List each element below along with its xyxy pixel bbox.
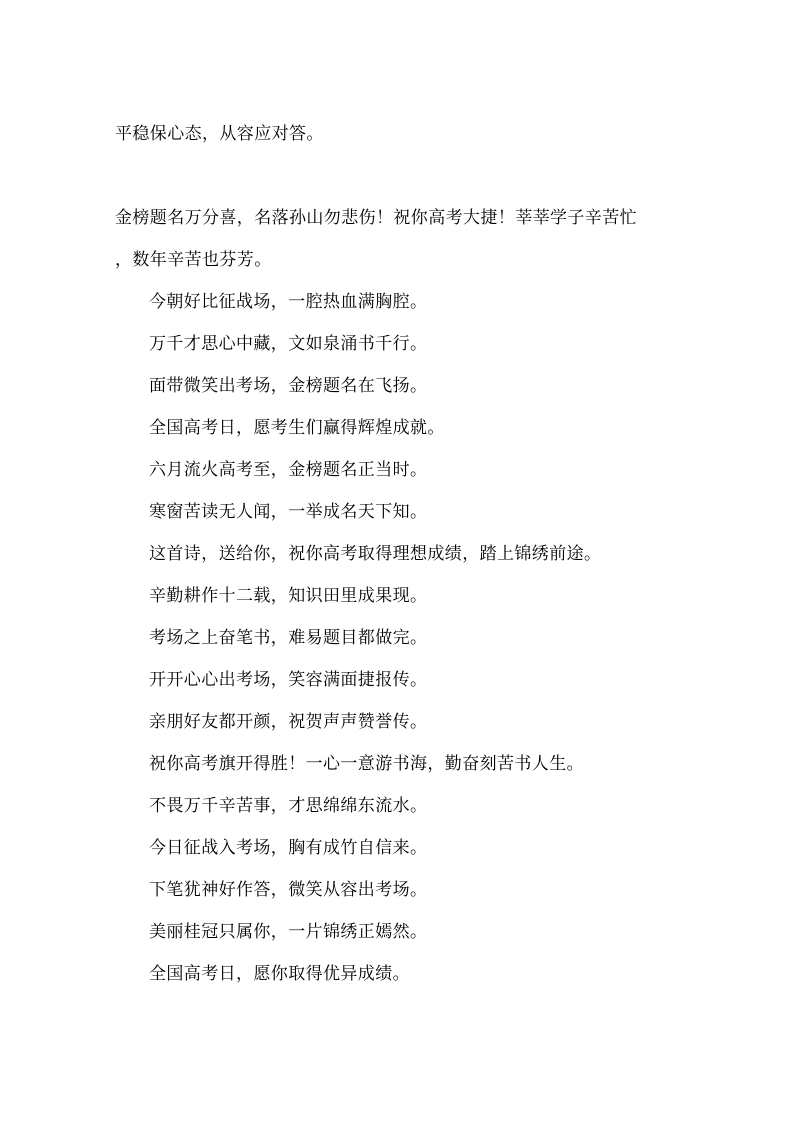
verse-line: 亲朋好友都开颜，祝贺声声赞誉传。 — [149, 712, 428, 732]
verse-line: 全国高考日，愿考生们赢得辉煌成就。 — [149, 418, 445, 438]
verse-line: 万千才思心中藏，文如泉涌书千行。 — [149, 334, 428, 354]
verse-line: 下笔犹神好作答，微笑从容出考场。 — [149, 880, 428, 900]
verse-line: 辛勤耕作十二载，知识田里成果现。 — [149, 586, 428, 606]
verse-line: 不畏万千辛苦事，才思绵绵东流水。 — [149, 796, 428, 816]
verse-line: 开开心心出考场，笑容满面捷报传。 — [149, 670, 428, 690]
verse-line: 六月流火高考至，金榜题名正当时。 — [149, 460, 428, 480]
opening-line: 平稳保心态，从容应对答。 — [115, 124, 324, 144]
verse-line: 美丽桂冠只属你，一片锦绣正嫣然。 — [149, 922, 428, 942]
verse-line: 全国高考日，愿你取得优异成绩。 — [149, 964, 410, 984]
verse-line: 今日征战入考场，胸有成竹自信来。 — [149, 838, 428, 858]
verse-line: 寒窗苦读无人闻，一举成名天下知。 — [149, 502, 428, 522]
verse-line: 祝你高考旗开得胜！一心一意游书海，勤奋刻苦书人生。 — [149, 754, 584, 774]
verse-line: 面带微笑出考场，金榜题名在飞扬。 — [149, 376, 428, 396]
verse-line: 这首诗，送给你，祝你高考取得理想成绩，踏上锦绣前途。 — [149, 544, 602, 564]
blessing-line-1: 金榜题名万分喜，名落孙山勿悲伤！祝你高考大捷！莘莘学子辛苦忙 — [115, 208, 637, 228]
blessing-line-2: ，数年辛苦也芬芳。 — [115, 250, 272, 270]
verse-line: 考场之上奋笔书，难易题目都做完。 — [149, 628, 428, 648]
verse-line: 今朝好比征战场，一腔热血满胸腔。 — [149, 292, 428, 312]
